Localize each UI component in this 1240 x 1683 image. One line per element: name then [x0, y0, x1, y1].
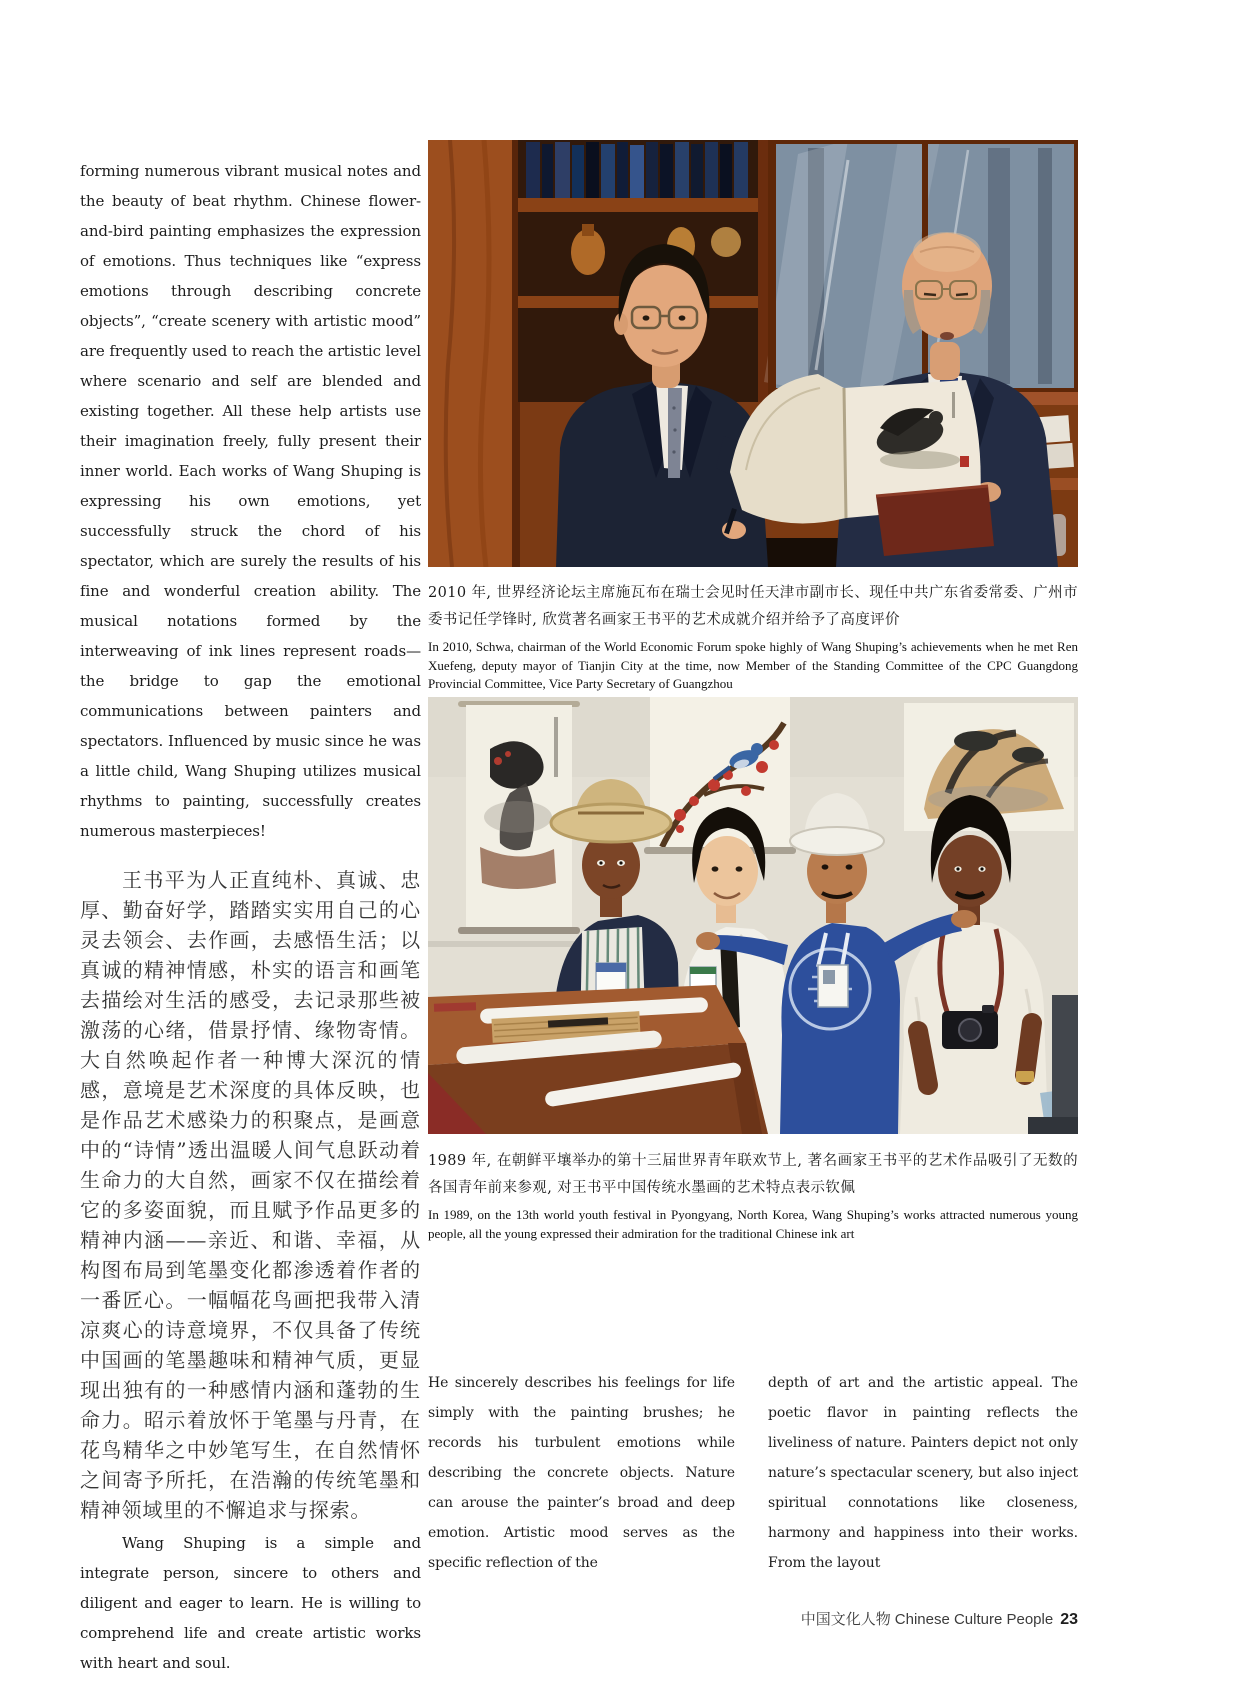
magazine-title-en: Chinese Culture People: [894, 1611, 1054, 1628]
article-left-column: [80, 156, 421, 1678]
page-number: 23: [1060, 1611, 1078, 1628]
page-footer: [801, 1608, 1078, 1629]
photo1-caption-english: In 2010, Schwa, chairman of the World Economic Forum spoke highly of Wang Shuping’s achievements when he met Ren Xuefeng, deputy mayor of Tianjin City at the time, now Member of the Standing Committee of the CPC Guangdong Provincial Committee, Vice Party Secretary of Guangzhou: [428, 639, 1078, 691]
photo2-caption-chinese: 1989 年, 在朝鲜平壤举办的第十三届世界青年联欢节上, 著名画家王书平的艺术作品吸引了无数的各国青年前来参观, 对王书平中国传统水墨画的艺术特点表示钦佩: [428, 1153, 1078, 1196]
photo-office-meeting-illustration: [428, 140, 1078, 567]
photo2-caption-english: In 1989, on the 13th world youth festival in Pyongyang, North Korea, Wang Shuping’s works attracted numerous young people, all the young expressed their admiration for the traditional Chinese ink art: [428, 1207, 1078, 1241]
photo-youth-festival-illustration: [428, 697, 1078, 1134]
paragraph-chinese: 王书平为人正直纯朴、真诚、忠厚、勤奋好学，踏踏实实用自己的心灵去领会、去作画，去感悟生活；以真诚的精神情感，朴实的语言和画笔去描绘对生活的感受，去记录那些被激荡的心绪，借景抒情、缘物寄情。大自然唤起作者一种博大深沉的情感，意境是艺术深度的具体反映，也是作品艺术感染力的积聚点，是画意中的“诗情”透出温暖人间气息跃动着生命力的大自然，画家不仅在描绘着它的多姿面貌，而且赋予作品更多的精神内涵——亲近、和谐、幸福，从构图布局到笔墨变化都渗透着作者的一番匠心。一幅幅花鸟画把我带入清凉爽心的诗意境界，不仅具备了传统中国画的笔墨趣味和精神气质，更显现出独有的一种感情内涵和蓬勃的生命力。昭示着放怀于笔墨与丹青，在花鸟精华之中妙笔写生，在自然情怀之间寄予所托，在浩瀚的传统笔墨和精神领域里的不懈追求与探索。: [80, 868, 421, 1522]
photo2-caption: [428, 1148, 1078, 1243]
wood-panel: [428, 140, 520, 567]
photo1-caption-chinese: 2010 年, 世界经济论坛主席施瓦布在瑞士会见时任天津市副市长、现任中共广东省委常委、广州市委书记任学锋时, 欣赏著名画家王书平的艺术成就介绍并给予了高度评价: [428, 585, 1078, 628]
paragraph-english-2: Wang Shuping is a simple and integrate person, sincere to others and diligent and eager to learn. He is willing to comprehend life and create artistic works with heart and soul.: [80, 1534, 421, 1672]
magazine-title-cn: 中国文化人物: [800, 1611, 891, 1628]
scroll-table: [428, 985, 768, 1134]
article-bottom-column-2: depth of art and the artistic appeal. The poetic flavor in painting reflects the liveliness of nature. Painters depict not only nature’s spectacular scenery, but also inject spiritual connotations like closeness, harmony and happiness into their works. From the layout: [768, 1375, 1078, 1571]
paragraph-english-1: forming numerous vibrant musical notes and the beauty of beat rhythm. Chinese flower-and-bird painting emphasizes the expression of emotions. Thus techniques like “express emotions through describing concrete objects”, “create scenery with artistic mood” are frequently used to reach the artistic level where scenario and self are blended and existing together. All these help artists use their imagination freely, fully present their inner world. Each works of Wang Shuping is expressing his own emotions, yet successfully struck the chord of his spectator, which are surely the results of his fine and wonderful creation ability. The musical notations formed by the interweaving of ink lines represent roads—the bridge to gap the emotional communications between painters and spectators. Influenced by music since he was a little child, Wang Shuping utilizes musical rhythms to painting, successfully creates numerous masterpieces!: [80, 162, 421, 840]
photo1-caption: [428, 580, 1078, 694]
photo-office-meeting: [428, 140, 1078, 567]
article-bottom-column-1: He sincerely describes his feelings for life simply with the painting brushes; he records his turbulent emotions while describing the concrete objects. Nature can arouse the painter’s broad and deep emotion. Artistic mood serves as the specific reflection of the: [428, 1375, 735, 1571]
photo-youth-festival: [428, 697, 1078, 1134]
